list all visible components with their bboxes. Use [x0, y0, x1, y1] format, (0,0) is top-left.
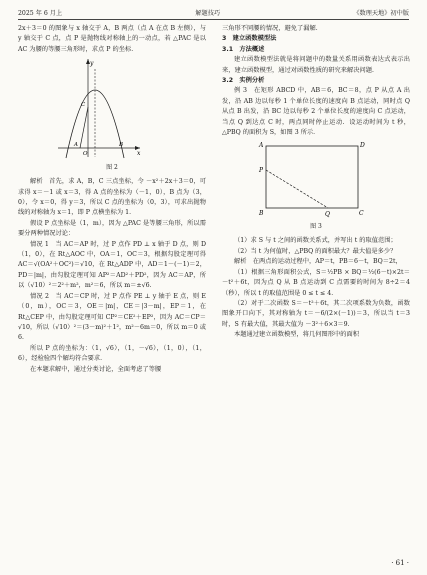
fig2-a-label: A	[74, 142, 78, 149]
fig2-x-label: x	[137, 150, 141, 158]
header-journal: 《数理天地》初中版	[353, 9, 409, 17]
header-rule	[18, 19, 409, 20]
fig3-a-label: A	[259, 142, 264, 150]
answer-2: （2）对于二次函数 S＝－t²＋6t，其二次项系数为负数，函数图象开口向下，其对称轴为 t＝－6/(2×(－1))＝3，所以当 t＝3 时，S 有最大值，其最大值为 －3²＋6×3＝9．	[222, 299, 410, 328]
example-3-text: 例 3 在矩形 ABCD 中，AB＝6，BC＝8，点 P 从点 A 出发，沿 AB 边以每秒 1 个单位长度的速度向 B 点运动，同时点 Q 从点 B 出发，沿 BC 边以每秒 2 个单位长度的速度向 C 点运动，当点 Q 到达点 C 时，两点同时停止运动．设运动时间为 t 秒，△PBQ 的面积为 S，如图 3 所示．	[222, 87, 410, 137]
case-2-text: 情况 2 当 AC＝CP 时，过 P 点作 PE ⊥ y 轴于 E 点，则 E（0，m），OC＝3，OE＝|m|，CE＝|3－m|，EP＝1，在 Rt△CEP 中，由勾股定理可知 CP²＝CE²＋EP²，因为 AC＝CP＝√10，所以（√10）²＝(3－m)²＋1²，m²－6m＝0，所以 m＝0 或 6．	[18, 292, 206, 342]
figure-2-parabola	[18, 55, 206, 161]
running-header	[18, 6, 409, 18]
figure-3-rectangle	[222, 138, 410, 220]
figure-3-caption: 图 3	[310, 223, 322, 231]
right-column	[222, 24, 410, 341]
fig3-d-label: D	[360, 142, 365, 150]
closing-text: 本题通过建立函数模型，将几何图形中的面积	[234, 331, 359, 339]
subsection-overview-heading: 3.1 方法概述	[222, 45, 265, 53]
left-column	[18, 24, 206, 375]
fig2-origin-label: O	[83, 151, 88, 158]
header-section: 解题技巧	[195, 9, 221, 17]
fig2-y-label: y	[90, 60, 94, 68]
fig3-b-label: B	[259, 210, 264, 218]
case-1-text: 情况 1 当 AC＝AP 时，过 P 点作 PD ⊥ x 轴于 D 点，则 D（1，0），在 Rt△AOC 中，OA＝1，OC＝3，根据勾股定理可得 AC＝√(OA²＋OC²)＝√10，在 Rt△ADP 中，AD＝1－(－1)＝2，PD＝|m|，由勾股定理可知 AP²＝AD²＋PD²，因为 AC＝AP，所以（√10）²＝2²＋m²，m²＝6，所以 m＝±√6．	[18, 240, 206, 290]
page-number: · 61 ·	[391, 559, 409, 567]
fig3-c-label: C	[359, 210, 364, 218]
fig2-c-label: C	[81, 102, 86, 109]
figure-2-caption: 图 2	[106, 164, 118, 172]
fig3-q-label: Q	[325, 211, 330, 219]
overview-text: 建立函数模型法就是将问题中的数量关系用函数表达式表示出来，建立函数模型，通过对函数性质的研究来解决问题．	[222, 56, 410, 74]
answer-text: 所以 P 点的坐标为：（1，√6），（1，－√6），（1，0），（1，6），经检验四个解均符合要求．	[18, 344, 206, 363]
problem-text: 2x＋3＝0 的图象与 x 轴交于 A，B 两点（点 A 在点 B 左侧），与 y 轴交于 C 点，点 P 是抛物线对称轴上的一动点，若 △PAC 是以 AC 为腰的等腰三角形时，求点 P 的坐标．	[18, 25, 206, 53]
fig3-p-label: P	[259, 167, 264, 175]
fig2-b-label: B	[119, 142, 124, 149]
header-issue: 2025 年 6 月上	[18, 9, 63, 17]
summary-text: 在本题求解中，通过分类讨论，全面考虑了等腰	[30, 365, 162, 373]
subsection-example-heading: 3.2 实例分析	[222, 77, 265, 85]
example-3-solution-intro: 解析 在两点的运动过程中，AP＝t，PB＝6－t，BQ＝2t，	[234, 258, 402, 266]
section-heading: 3 建立函数模型法	[222, 35, 277, 43]
solution-setup: 假设 P 点坐标是（1，m），因为 △PAC 是等腰三角形，所以需要分两种情况讨论：	[18, 219, 206, 238]
question-1: （1）求 S 与 t 之间的函数关系式，并写出 t 的取值范围；	[234, 237, 397, 245]
solution-intro: 解析 首先，求 A，B，C 三点坐标，令 －x²＋2x＋3＝0，可求得 x＝－1 或 x＝3，得 A 点的坐标为（－1，0），B 点为（3，0），令 x＝0，得 y＝3，所以 C 点的坐标为（0，3），可求出抛物线的对称轴为 x＝1，即 P 点横坐标为 1．	[18, 178, 206, 217]
question-2: （2）当 t 为何值时，△PBQ 的面积最大？最大值是多少？	[234, 247, 397, 255]
continuation-text: 三角形不同腰的情况，避免了漏解．	[222, 25, 322, 32]
answer-1: （1）根据三角形面积公式，S＝½PB × BQ＝½(6－t)×2t＝－t²＋6t，因为点 Q 从 B 点运动到 C 点需要的时间为 8÷2＝4（秒），所以 t 的取值范围是 0 ≤ t ≤ 4．	[222, 268, 410, 297]
